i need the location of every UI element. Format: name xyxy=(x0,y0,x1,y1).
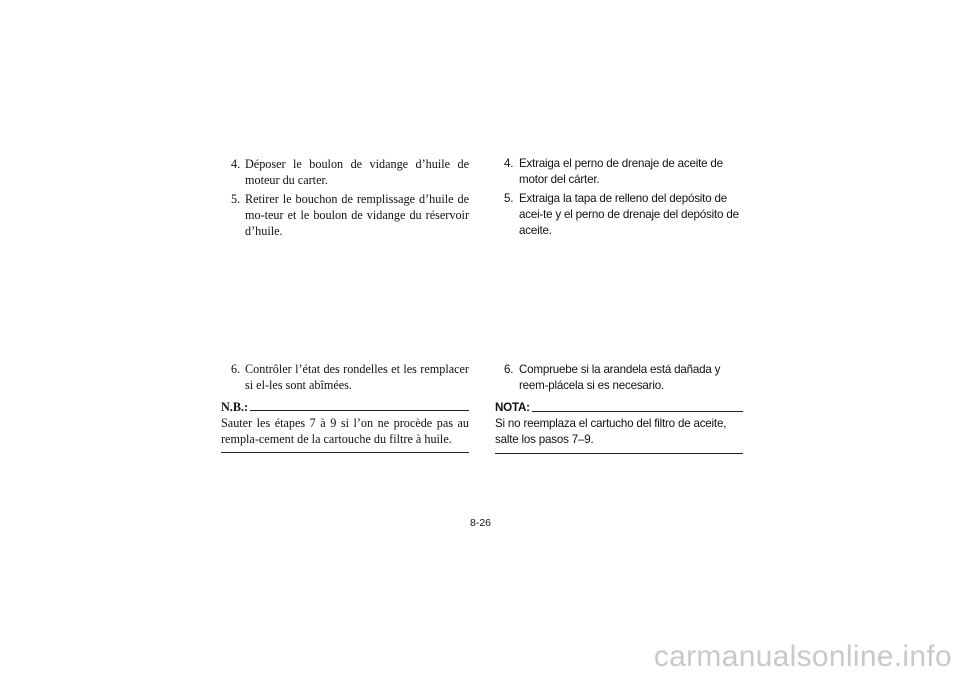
note-label: NOTA: xyxy=(495,401,530,414)
note-label: N.B.: xyxy=(221,400,249,414)
french-note-header xyxy=(221,399,469,415)
step-number: 4. xyxy=(504,157,514,170)
spanish-note-header xyxy=(495,400,743,416)
step-text: Contrôler l’état des rondelles et les remplacer si el-les sont abîmées. xyxy=(245,362,469,392)
french-step-6 xyxy=(221,361,469,393)
spanish-step-6 xyxy=(495,362,743,394)
step-text: Extraiga la tapa de relleno del depósito de acei-te y el perno de drenaje del depósito de aceite. xyxy=(519,192,739,237)
spanish-step-4 xyxy=(495,156,743,188)
page-number: 8-26 xyxy=(470,517,492,529)
step-text: Compruebe si la arandela está dañada y reem-plácela si es necesario. xyxy=(519,363,721,392)
note-end-rule xyxy=(221,452,469,453)
step-number: 5. xyxy=(231,192,241,206)
french-steps-bottom xyxy=(221,361,469,453)
french-note-text: Sauter les étapes 7 à 9 si l’on ne procède pas au rempla-cement de la cartouche du filtre à huile. xyxy=(221,416,469,446)
french-steps-top xyxy=(221,156,469,242)
step-number: 4. xyxy=(231,157,241,171)
spanish-steps-bottom xyxy=(495,362,743,454)
note-end-rule xyxy=(495,453,743,454)
note-rule xyxy=(250,410,469,411)
step-number: 6. xyxy=(231,362,241,376)
french-step-4 xyxy=(221,156,469,188)
step-text: Extraiga el perno de drenaje de aceite de motor del cárter. xyxy=(519,157,723,186)
spanish-note-text: Si no reemplaza el cartucho del filtro de aceite, salte los pasos 7–9. xyxy=(495,417,727,446)
step-number: 5. xyxy=(504,192,514,205)
step-text: Retirer le bouchon de remplissage d’huile de mo-teur et le boulon de vidange du réservoir d’huile. xyxy=(245,192,469,238)
note-rule xyxy=(532,411,743,412)
step-text: Déposer le boulon de vidange d’huile de moteur du carter. xyxy=(245,157,469,187)
step-number: 6. xyxy=(504,363,514,376)
spanish-step-5 xyxy=(495,191,743,239)
spanish-steps-top xyxy=(495,156,743,242)
french-step-5 xyxy=(221,191,469,239)
watermark[interactable]: carmanualsonline.info xyxy=(653,640,952,673)
